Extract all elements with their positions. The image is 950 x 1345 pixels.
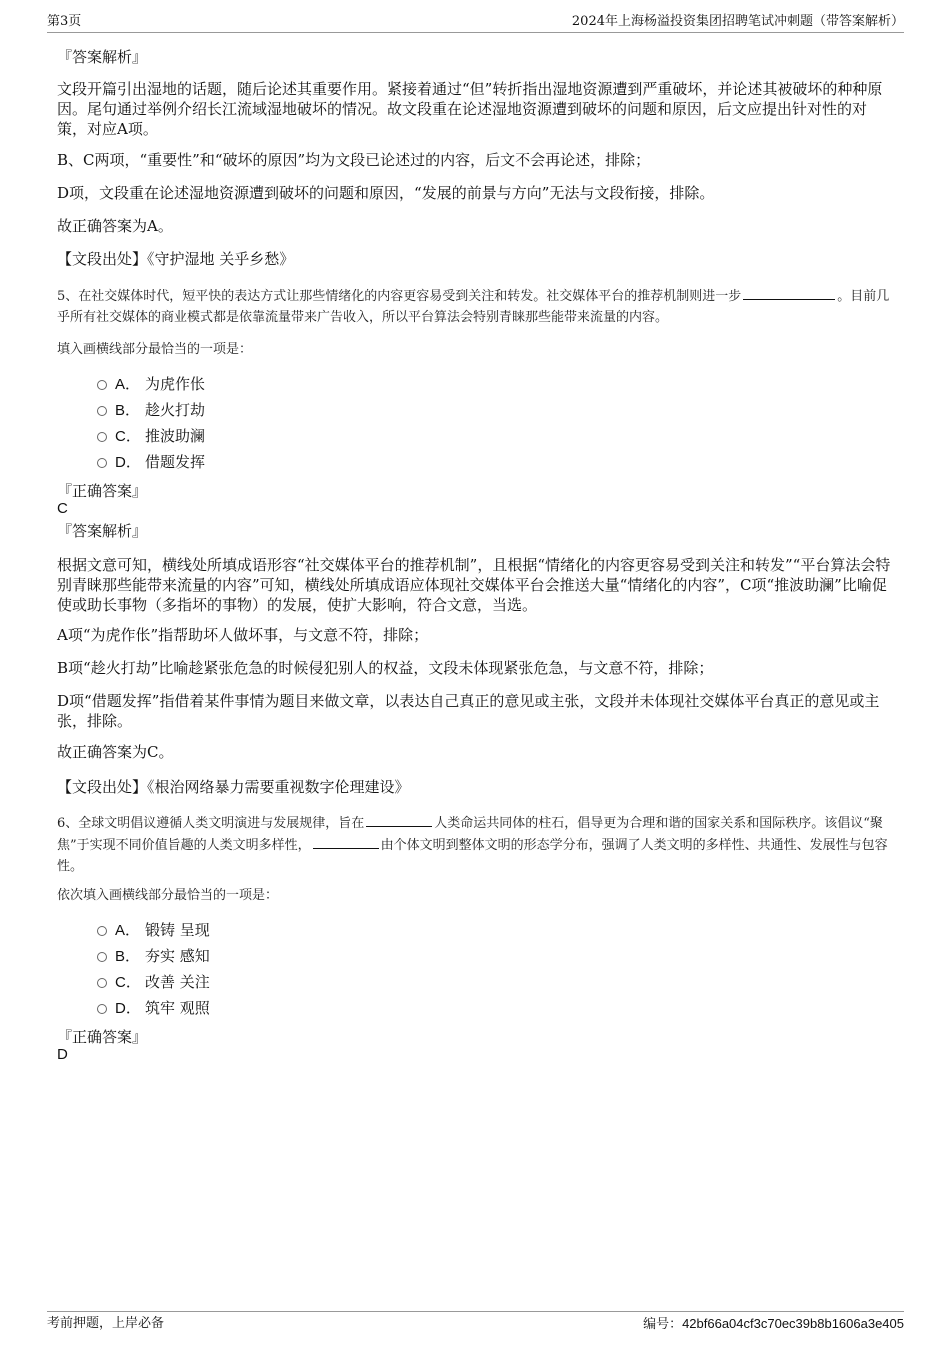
question-stem-text: 人类命运共同体的柱石，倡导更为合理和谐的国家关系和国际秩序。该倡议“聚焦”于实现不同价值旨趣的人类文明多样性，	[57, 816, 883, 853]
question-prompt: 依次填入画横线部分最恰当的一项是：	[57, 888, 279, 903]
question-stem-text: 6、全球文明倡议遵循人类文明演进与发展规律，旨在	[57, 816, 365, 831]
passage-source: 【文段出处】《守护湿地 关乎乡愁》	[57, 250, 295, 268]
correct-answer: C	[57, 500, 68, 517]
option-a[interactable]: A． 为虎作伥	[97, 374, 205, 394]
fill-blank	[366, 812, 432, 827]
correct-answer-label: 『正确答案』	[57, 482, 148, 500]
analysis-conclusion: 故正确答案为A。	[57, 217, 173, 235]
option-b[interactable]: B． 趁火打劫	[97, 400, 205, 420]
page-header	[47, 12, 904, 33]
analysis-paragraph: 文段开篇引出湿地的话题，随后论述其重要作用。紧接着通过“但”转折指出湿地资源遭到严重破坏，并论述其被破坏的种种原因。尾句通过举例介绍长江流域湿地破坏的情况。故文段重在论述湿地资源遭到破坏的问题和原因，后文应提出针对性的对策，对应A项。	[57, 80, 883, 138]
question-stem	[57, 812, 897, 877]
option-d[interactable]: D． 借题发挥	[97, 452, 205, 472]
analysis-label: 『答案解析』	[57, 522, 148, 540]
correct-answer: D	[57, 1046, 68, 1063]
question-stem	[57, 285, 897, 328]
question-prompt: 填入画横线部分最恰当的一项是：	[57, 342, 253, 357]
analysis-paragraph: B项“趁火打劫”比喻趁紧张危急的时候侵犯别人的权益，文段未体现紧张危急，与文意不符，排除；	[57, 659, 714, 677]
question-stem-text: 5、在社交媒体时代，短平快的表达方式让那些情绪化的内容更容易受到关注和转发。社交媒体平台的推荐机制则进一步	[57, 289, 742, 304]
analysis-paragraph: B、C两项，“重要性”和“破坏的原因”均为文段已论述过的内容，后文不会再论述，排除；	[57, 151, 651, 169]
document-code: 编号：42bf66a04cf3c70ec39b8b1606a3e405	[643, 1316, 904, 1331]
option-a[interactable]: A． 锻铸 呈现	[97, 920, 210, 940]
radio-icon[interactable]	[97, 926, 107, 936]
document-title: 2024年上海杨溢投资集团招聘笔试冲刺题（带答案解析）	[571, 14, 904, 29]
correct-answer-label: 『正确答案』	[57, 1028, 148, 1046]
radio-icon[interactable]	[97, 952, 107, 962]
option-b[interactable]: B． 夯实 感知	[97, 946, 210, 966]
radio-icon[interactable]	[97, 432, 107, 442]
radio-icon[interactable]	[97, 458, 107, 468]
page-number: 第3页	[47, 14, 82, 29]
analysis-paragraph: D项“借题发挥”指借着某件事情为题目来做文章，以表达自己真正的意见或主张，文段并未体现社交媒体平台真正的意见或主张，排除。	[57, 692, 880, 730]
question-stem-text: 由个体文明到整体文明的形态学分布，强调了人类文明的多样性、共通性、发展性与包容性。	[57, 838, 888, 874]
option-c[interactable]: C． 改善 关注	[97, 972, 210, 992]
analysis-conclusion: 故正确答案为C。	[57, 743, 174, 761]
analysis-paragraph: D项，文段重在论述湿地资源遭到破坏的问题和原因，“发展的前景与方向”无法与文段衔接，排除。	[57, 184, 715, 202]
analysis-paragraph: 根据文意可知，横线处所填成语形容“社交媒体平台的推荐机制”，且根据“情绪化的内容更容易受到关注和转发”“平台算法会特别青睐那些能带来流量的内容”可知，横线处所填成语应体现社交媒体平台会推送大量“情绪化的内容”，C项“推波助澜”比喻促使或助长事物（多指坏的事物）的发展，使扩大影响，符合文意，当选。	[57, 556, 891, 614]
radio-icon[interactable]	[97, 978, 107, 988]
radio-icon[interactable]	[97, 1004, 107, 1014]
passage-source: 【文段出处】《根治网络暴力需要重视数字伦理建设》	[57, 778, 410, 796]
radio-icon[interactable]	[97, 406, 107, 416]
question-stem-text: 。目前几乎所有社交媒体的商业模式都是依靠流量带来广告收入，所以平台算法会特别青睐那些能带来流量的内容。	[57, 289, 890, 325]
footer-slogan: 考前押题，上岸必备	[47, 1316, 165, 1331]
fill-blank	[743, 285, 835, 300]
option-d[interactable]: D． 筑牢 观照	[97, 998, 210, 1018]
option-c[interactable]: C． 推波助澜	[97, 426, 205, 446]
radio-icon[interactable]	[97, 380, 107, 390]
fill-blank	[313, 834, 379, 849]
page-footer	[47, 1311, 904, 1332]
analysis-paragraph: A项“为虎作伥”指帮助坏人做坏事，与文意不符，排除；	[57, 626, 429, 644]
analysis-label: 『答案解析』	[57, 48, 148, 66]
